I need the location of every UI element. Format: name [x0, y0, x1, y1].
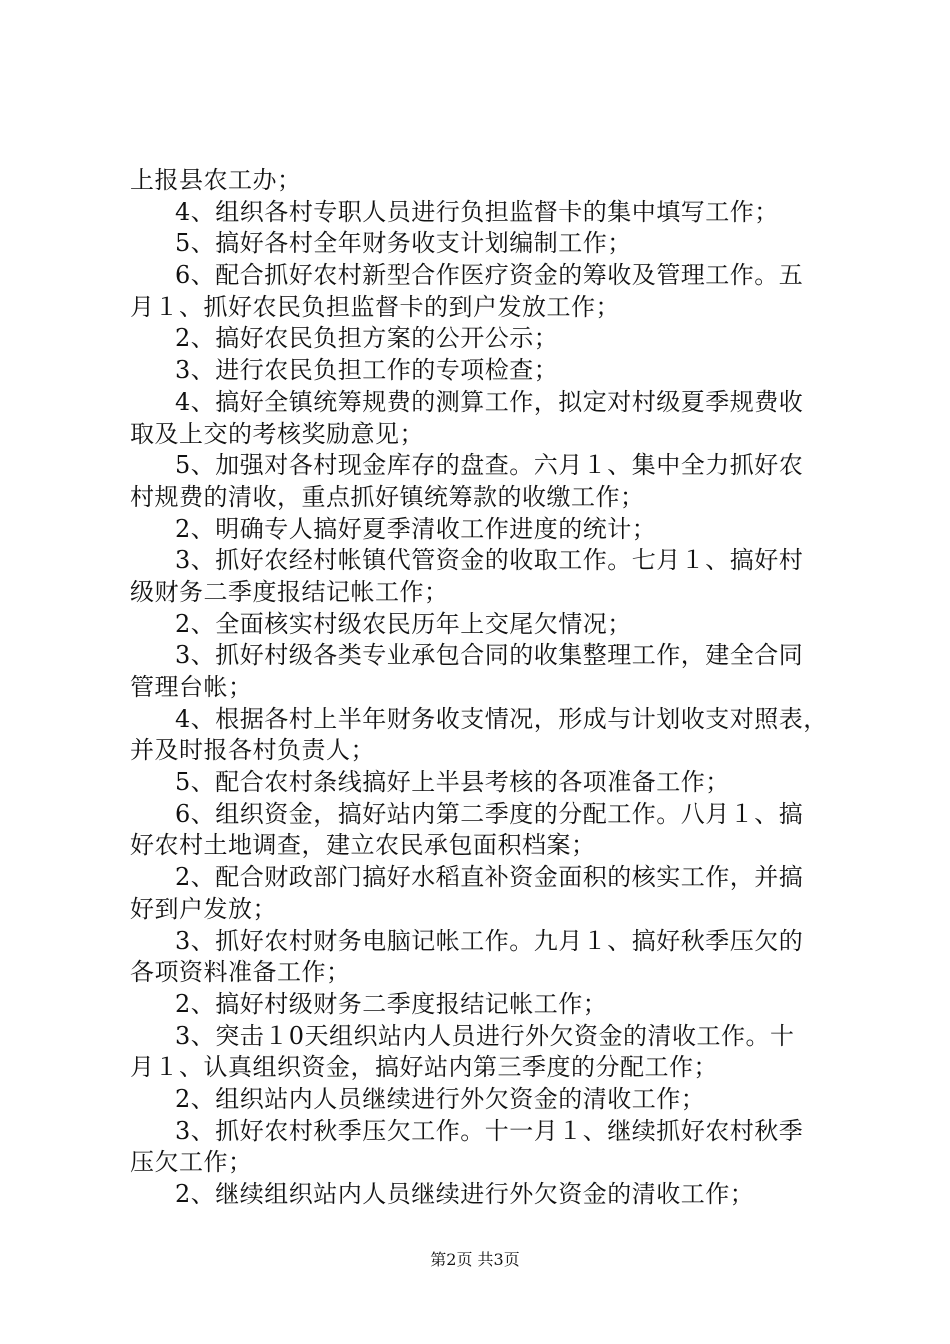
text-line: 2、继续组织站内人员继续进行外欠资金的清收工作；	[175, 1180, 755, 1208]
text-line: 6、组织资金，搞好站内第二季度的分配工作。八月１、搞	[175, 799, 804, 828]
text-line: 2、明确专人搞好夏季清收工作进度的统计；	[175, 514, 657, 543]
document-body	[130, 165, 835, 1211]
text-line: 4、组织各村专职人员进行负担监督卡的集中填写工作；	[175, 197, 779, 226]
text-line: 4、搞好全镇统筹规费的测算工作，拟定对村级夏季规费收	[175, 387, 804, 416]
text-line: 2、配合财政部门搞好水稻直补资金面积的核实工作，并搞	[175, 863, 804, 892]
text-line: 月１、认真组织资金，搞好站内第三季度的分配工作；	[130, 1053, 718, 1082]
text-line: 5、加强对各村现金库存的盘查。六月１、集中全力抓好农	[175, 451, 804, 480]
text-line: 村规费的清收，重点抓好镇统筹款的收缴工作；	[130, 482, 645, 511]
text-line: 5、配合农村条线搞好上半县考核的各项准备工作；	[175, 768, 730, 797]
text-line: 2、搞好村级财务二季度报结记帐工作；	[175, 989, 608, 1018]
text-line: 好到户发放；	[130, 894, 277, 923]
text-line: 3、突击１0天组织站内人员进行外欠资金的清收工作。十	[175, 1021, 795, 1050]
text-line: 各项资料准备工作；	[130, 958, 351, 987]
text-line: 2、全面核实村级农民历年上交尾欠情况；	[175, 609, 632, 638]
text-line: 2、组织站内人员继续进行外欠资金的清收工作；	[175, 1084, 706, 1113]
text-line: 压欠工作；	[130, 1148, 253, 1177]
text-line: 好农村土地调查，建立农民承包面积档案；	[130, 831, 596, 860]
text-line: 并及时报各村负责人；	[130, 736, 375, 765]
text-line: 取及上交的考核奖励意见；	[130, 419, 424, 448]
text-line: 级财务二季度报结记帐工作；	[130, 577, 449, 606]
text-line: 5、搞好各村全年财务收支计划编制工作；	[175, 229, 632, 258]
text-line: 3、抓好村级各类专业承包合同的收集整理工作，建全合同	[175, 641, 804, 670]
text-line: 管理台帐；	[130, 673, 253, 701]
page-footer: 第2页 共3页	[430, 1250, 520, 1269]
text-line: 3、抓好农经村帐镇代管资金的收取工作。七月１、搞好村	[175, 546, 804, 575]
text-line: 月１、抓好农民负担监督卡的到户发放工作；	[130, 292, 620, 321]
text-line: 6、配合抓好农村新型合作医疗资金的筹收及管理工作。五	[175, 261, 804, 290]
text-line: 3、抓好农村财务电脑记帐工作。九月１、搞好秋季压欠的	[175, 926, 804, 955]
text-line: 4、根据各村上半年财务收支情况，形成与计划收支对照表，	[175, 704, 828, 733]
text-line: 3、抓好农村秋季压欠工作。十一月１、继续抓好农村秋季	[175, 1116, 804, 1145]
text-line: 上报县农工办；	[130, 166, 302, 194]
text-line: 3、进行农民负担工作的专项检查；	[175, 356, 559, 385]
text-line: 2、搞好农民负担方案的公开公示；	[175, 324, 559, 353]
